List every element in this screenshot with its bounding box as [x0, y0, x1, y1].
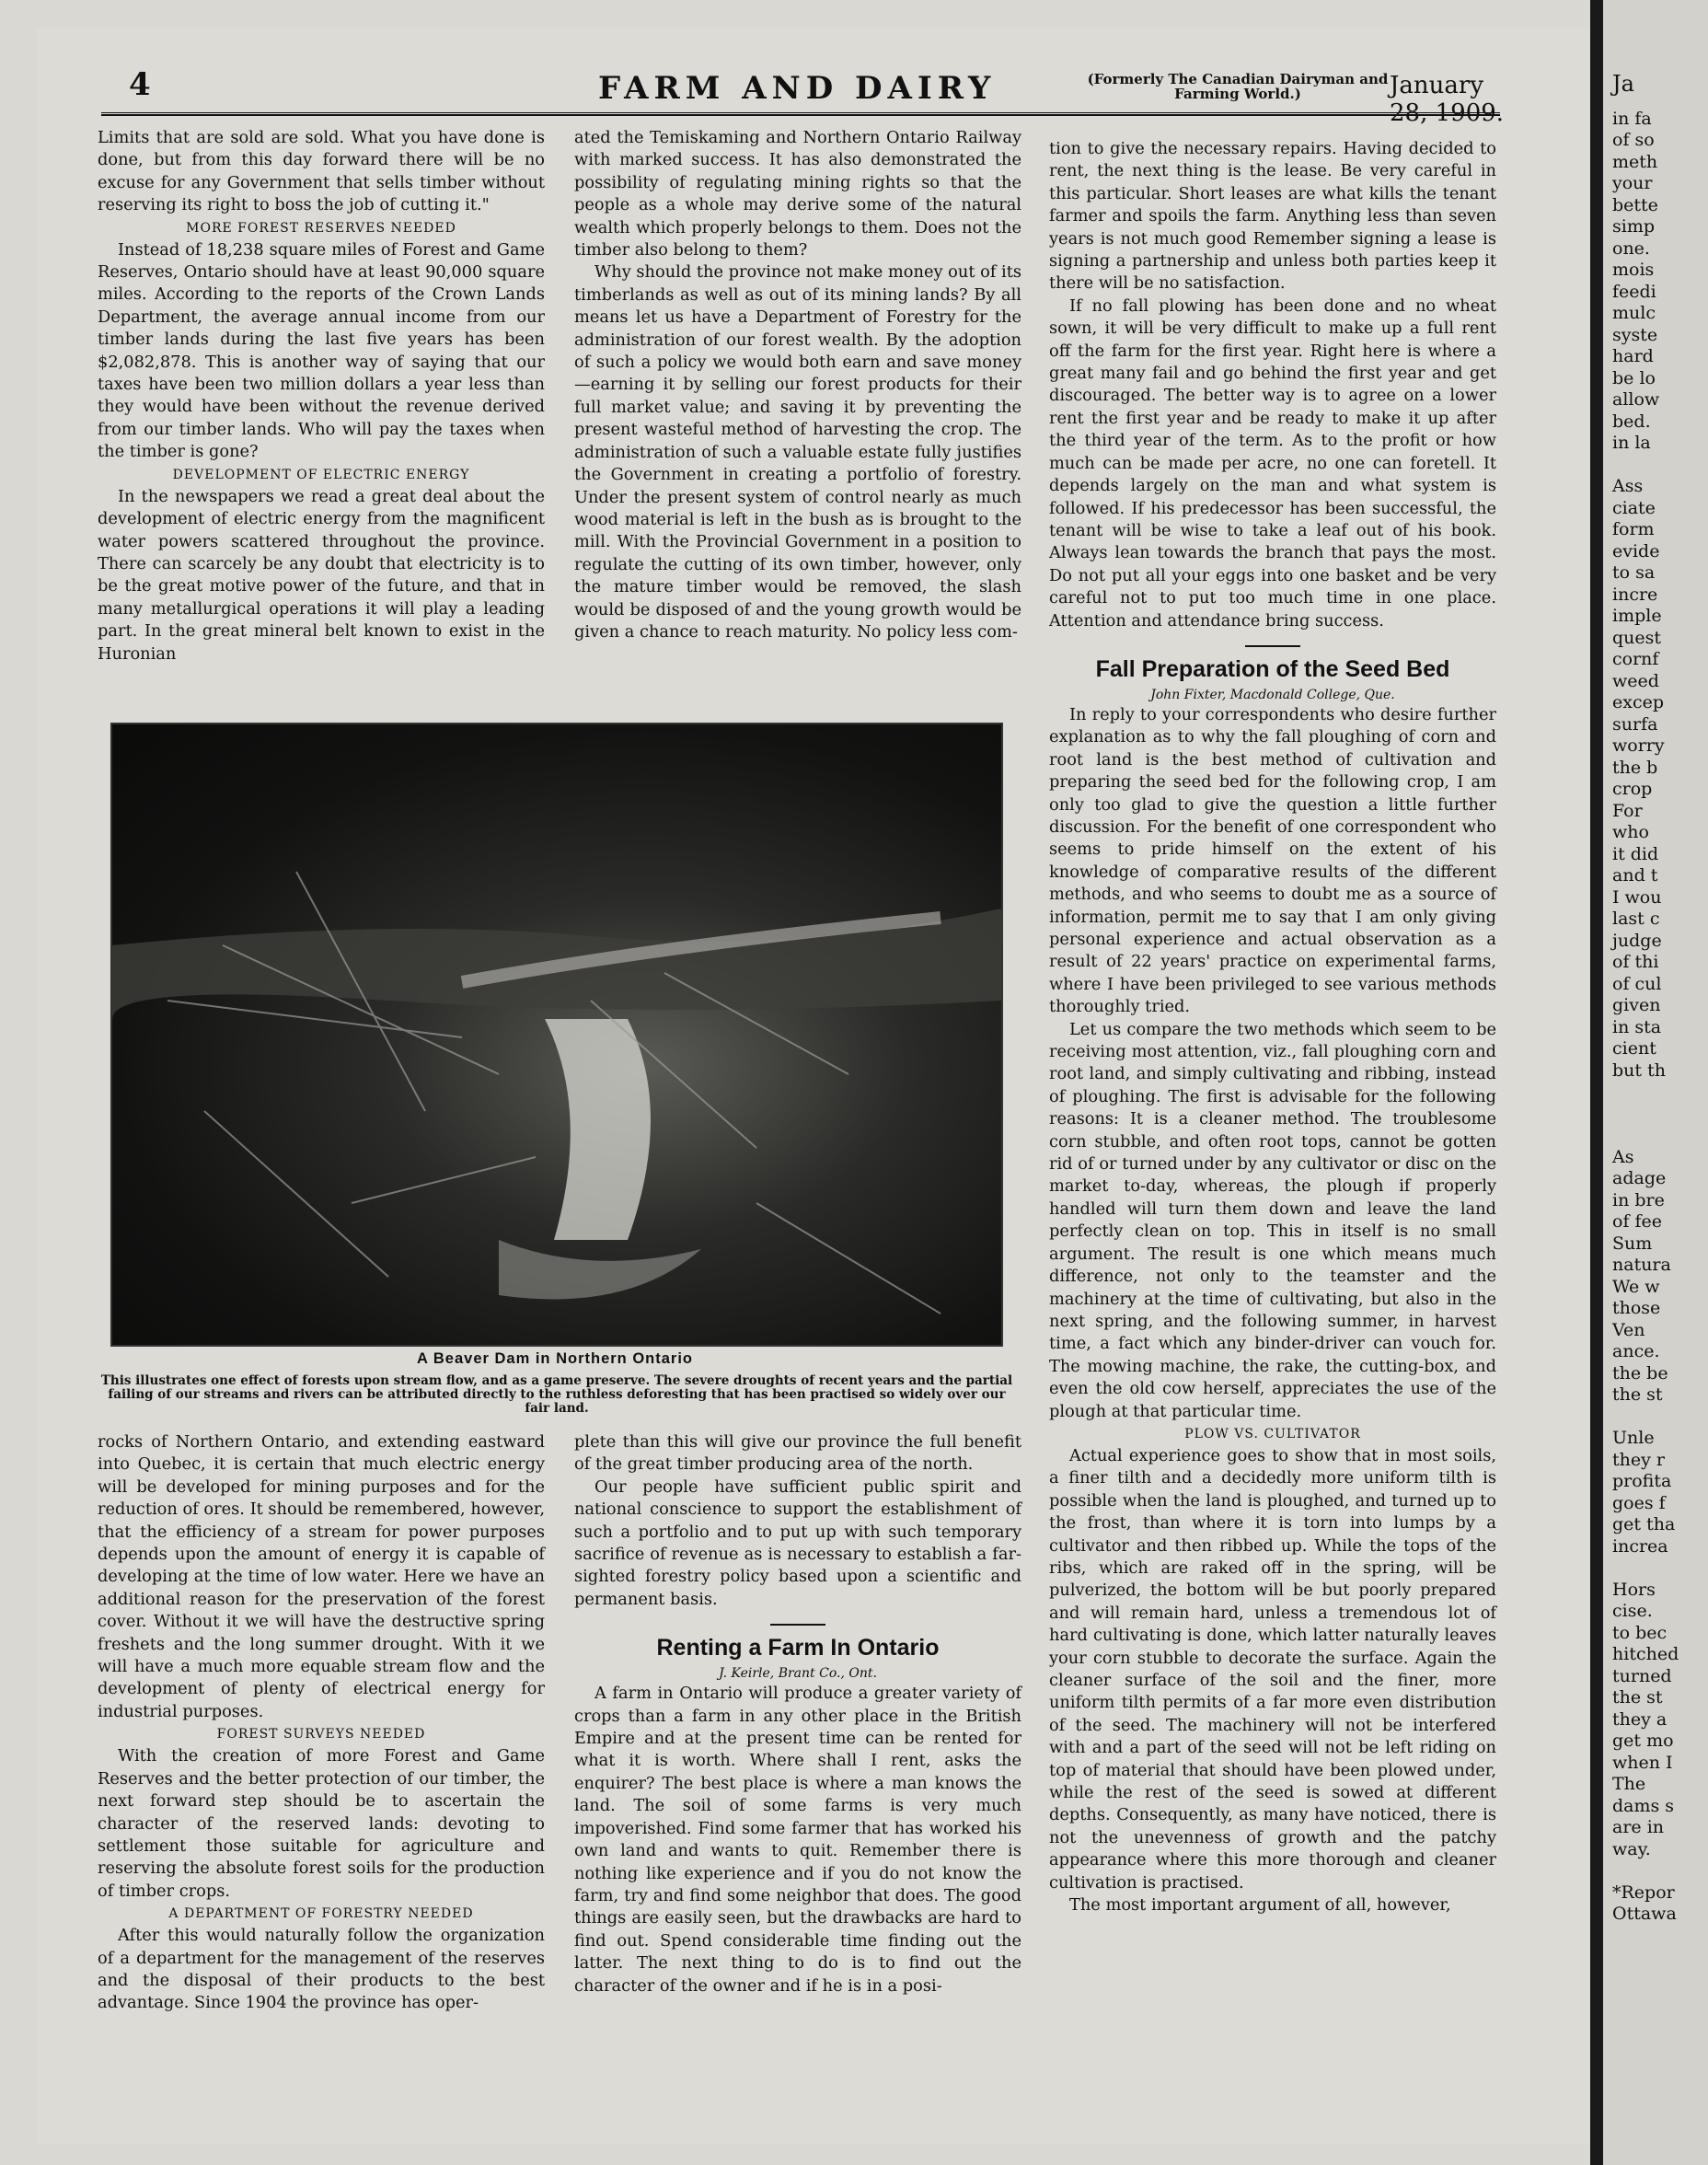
column-2-top — [574, 127, 1021, 643]
adjacent-line: those — [1612, 1298, 1661, 1318]
photo-caption-title: A Beaver Dam in Northern Ontario — [416, 1350, 694, 1367]
beaver-dam-photo — [110, 723, 1003, 1347]
adjacent-line: mulc — [1612, 303, 1656, 323]
adjacent-line: in fa — [1612, 108, 1652, 129]
adjacent-line: adage — [1612, 1168, 1667, 1188]
section-heading: A DEPARTMENT OF FORESTRY NEEDED — [168, 1906, 474, 1922]
adjacent-line: cornf — [1612, 649, 1659, 669]
adjacent-line: of fee — [1612, 1211, 1663, 1232]
column-2-bottom — [574, 1431, 1021, 1997]
adjacent-line: We w — [1612, 1276, 1660, 1297]
adjacent-line: mois — [1612, 260, 1655, 280]
adjacent-line: ance. — [1612, 1341, 1660, 1361]
adjacent-line: of so — [1612, 130, 1655, 150]
adjacent-line: they a — [1612, 1708, 1668, 1730]
adjacent-line: surfa — [1612, 713, 1658, 735]
adjacent-line: of cul — [1612, 973, 1662, 994]
adjacent-line: Sum — [1612, 1233, 1653, 1254]
adjacent-line: one. — [1612, 237, 1650, 259]
paragraph: plete than this will give our province the full benefit of the great timber producing area of the north. — [574, 1432, 1021, 1475]
adjacent-line: in sta — [1612, 1016, 1662, 1037]
adjacent-line: I wou — [1612, 886, 1662, 908]
adjacent-line: your — [1612, 173, 1653, 193]
adjacent-line: worry — [1612, 735, 1665, 756]
photo-caption-text: This illustrates one effect of forests upon stream flow, and as a game preserve. The severe droughts of recent years and the partial failing of our streams and rivers can be attributed directly to the ruthless deforesting that has been practised so widely over our fair land. — [100, 1373, 1013, 1416]
adjacent-line — [1603, 1082, 1708, 1104]
article-byline: John Fixter, Macdonald College, Que. — [1150, 687, 1395, 702]
paragraph: rocks of Northern Ontario, and extending eastward into Quebec, it is certain that much electric energy will be developed for mining purposes and for the reduction of ores. It should be remembered, however, that the efficiency of a stream for power purposes depends upon the amount of energy it is capable of developing at the time of low water. Here we have an additional reason for the preservation of the forest cover. Without it we will have the destructive spring freshets and the long summer drought. With it we will have a much more equable stream flow and the development of plenty of electrical energy for industrial purposes. — [98, 1432, 545, 1721]
adjacent-line: of thi — [1612, 952, 1659, 972]
adjacent-line: Ass — [1612, 476, 1644, 496]
adjacent-line: excep — [1612, 692, 1665, 712]
adjacent-line: Ven — [1612, 1319, 1645, 1340]
adjacent-line: last c — [1612, 909, 1660, 929]
section-heading: FOREST SURVEYS NEEDED — [216, 1727, 426, 1742]
paragraph: Let us compare the two methods which seem to be receiving most attention, viz., fall ploughing corn and root land, and simply cultivating and ribbing, instead of ploughing. The first is advisable for the following reasons: It is a cleaner method. The troublesome corn stubble, and often root tops, cannot be gotten rid of or turned under by any cultivator or disc on the market to-day, whereas, the plough if properly handled will turn them down and leave the land perfectly clean on top. This in itself is no small argument. The result is one which means much difference, not only to the teamster and the machinery at the time of cultivating, but also in the next spring, and the following summer, in harvest time, a fact which any binder-driver can vouch for. The mowing machine, the rake, the cutting-box, and even the old cow herself, appreciates the use of the plough at that particular time. — [1049, 1019, 1496, 1421]
paragraph: In the newspapers we read a great deal about the development of electric energy from the magnificent water powers scattered throughout the province. There can scarcely be any doubt that electricity is to be the great motive power of the future, and that in many metallurgical operations it will play a leading part. In the great mineral belt known to exist in the Huronian — [98, 486, 545, 664]
paragraph: In reply to your correspondents who desire further explanation as to why the fall ploughing of corn and root land is the best method of cultivation and preparing the seed bed for the following crop, I am only too glad to give the question a little further discussion. For the benefit of one correspondent who seems to pride himself on the extent of his knowledge of comparative results of the different methods, and who seems to doubt me as a source of information, permit me to say that I am only giving personal experience and actual observation as a result of 22 years' practice on experimental farms, where I have been privileged to see various methods thoroughly tried. — [1049, 704, 1496, 1017]
adjacent-line: Unle — [1612, 1428, 1655, 1448]
paragraph: Our people have sufficient public spirit and national conscience to support the establishment of such a portfolio and to put up with such temporary sacrifice of revenue as is necessary to establish a far-sighted forestry policy based upon a scientific and permanent basis. — [574, 1476, 1021, 1609]
adjacent-line: crop — [1612, 779, 1653, 799]
adjacent-line: quest — [1612, 627, 1662, 648]
issue-date: January 28, 1909. — [1390, 72, 1505, 127]
adjacent-line: natura — [1612, 1255, 1671, 1275]
section-heading: MORE FOREST RESERVES NEEDED — [186, 220, 456, 236]
adjacent-line: who — [1612, 822, 1649, 842]
paragraph: Instead of 18,238 square miles of Forest and Game Reserves, Ontario should have at least 90,000 square miles. According to the reports of the Crown Lands Department, the average annual income from our timber lands during the last five years has been $2,082,878. This is another way of saying that our taxes have been two million dollars a year less than they would have been without the revenue derived from our timber lands. Who will pay the taxes when the timber is gone? — [98, 239, 545, 462]
paragraph: If no fall plowing has been done and no wheat sown, it will be very difficult to make up a full rent off the farm for the first year. Right here is where a great many fail and go behind the first year and get discouraged. The better way is to agree on a lower rent the first year and be ready to make it up after the third year of the term. As to the profit or how much can be made per acre, no one can foretell. It depends largely on the man and what system is followed. If his predecessor has been successful, the tenant will be wise to take a leaf out of his book. Always lean towards the branch that pays the most. Do not put all your eggs into one basket and be very careful not to put too much time in one place. Attention and attendance bring success. — [1049, 295, 1496, 631]
adjacent-line — [1603, 1407, 1708, 1429]
section-heading: PLOW VS. CULTIVATOR — [1184, 1426, 1361, 1441]
adjacent-line: simp — [1612, 216, 1656, 237]
masthead-title: FARM AND DAIRY — [598, 70, 997, 107]
adjacent-text — [1603, 109, 1708, 1926]
page-header — [101, 66, 1509, 127]
adjacent-line: incre — [1612, 584, 1658, 605]
adjacent-line: but th — [1612, 1059, 1666, 1081]
paragraph: The most important argument of all, however, — [1069, 1895, 1451, 1916]
column-3 — [1049, 138, 1496, 1916]
adjacent-line: Hors — [1612, 1579, 1656, 1600]
adjacent-line: As — [1612, 1146, 1634, 1167]
adjacent-line: cient — [1612, 1038, 1656, 1059]
adjacent-page-fragment — [1603, 0, 1708, 2165]
adjacent-line: turned — [1612, 1665, 1672, 1686]
adjacent-line: it did — [1612, 843, 1659, 864]
adjacent-line: in bre — [1612, 1189, 1665, 1210]
adjacent-line: allow — [1612, 389, 1660, 410]
article-byline: J. Keirle, Brant Co., Ont. — [719, 1666, 877, 1682]
adjacent-line — [1603, 1860, 1708, 1882]
adjacent-line: For — [1612, 800, 1643, 821]
adjacent-line: evide — [1612, 540, 1660, 562]
adjacent-line: The — [1612, 1774, 1646, 1794]
paragraph: After this would naturally follow the organization of a department for the management of the reserves and the disposal of their products to the best advantage. Since 1904 the province has oper- — [98, 1926, 545, 2013]
adjacent-line: the b — [1612, 757, 1658, 778]
adjacent-line: are in — [1612, 1817, 1665, 1837]
adjacent-line: they r — [1612, 1449, 1665, 1470]
adjacent-line: *Repor — [1612, 1881, 1675, 1903]
section-divider — [1245, 645, 1300, 647]
header-rule — [101, 112, 1500, 116]
adjacent-line: goes f — [1612, 1492, 1666, 1513]
adjacent-line: get tha — [1612, 1514, 1676, 1534]
adjacent-line: Ottawa — [1612, 1904, 1677, 1924]
adjacent-line: form — [1612, 519, 1655, 539]
section-divider — [770, 1624, 825, 1626]
adjacent-line: meth — [1612, 151, 1658, 172]
article-title: Renting a Farm In Ontario — [656, 1635, 940, 1661]
adjacent-line: when I — [1612, 1752, 1673, 1773]
adjacent-line — [1603, 1557, 1708, 1580]
adjacent-line: the be — [1612, 1362, 1668, 1384]
section-heading: DEVELOPMENT OF ELECTRIC ENERGY — [172, 467, 470, 482]
adjacent-line: increa — [1612, 1535, 1668, 1557]
adjacent-line: the st — [1612, 1687, 1663, 1708]
adjacent-line: way. — [1612, 1838, 1651, 1859]
adjacent-header: Ja — [1612, 71, 1634, 97]
adjacent-line: judge — [1612, 930, 1662, 951]
adjacent-line: hard — [1612, 346, 1654, 366]
adjacent-line — [1603, 1104, 1708, 1126]
paragraph: ated the Temiskaming and Northern Ontario Railway with marked success. It has also demonstrated the possibility of regulating mining rights so that the people as a whole may derive some of the natural wealth which properly belongs to them. Does not the timber also belong to them? — [574, 128, 1021, 260]
masthead-subtitle: (Formerly The Canadian Dairyman and Farming World.) — [1087, 71, 1389, 102]
adjacent-line: syste — [1612, 324, 1658, 345]
column-1-top — [98, 127, 545, 666]
adjacent-line: ciate — [1612, 497, 1656, 518]
adjacent-line: in la — [1612, 433, 1651, 453]
adjacent-line: get mo — [1612, 1731, 1674, 1751]
column-1-bottom — [98, 1431, 545, 2015]
adjacent-line: the st — [1612, 1384, 1663, 1405]
adjacent-line: weed — [1612, 670, 1659, 691]
adjacent-line: profita — [1612, 1471, 1672, 1491]
adjacent-line: bette — [1612, 194, 1658, 215]
paragraph: Actual experience goes to show that in most soils, a finer tilth and a decidedly more uniform tilth is possible when the land is ploughed, and turned up to the frost, than where it is torn into lumps by a cultivator and then ribbed up. While the tops of the ribs, which are raked off in the spring, will be pulverized, the bottom will be but poorly prepared and will remain hard, unless a tremendous lot of hard cultivating is done, which latter naturally leaves your corn stubble to decorate the surface. Again the cleaner surface of the soil and the finer, more uniform tilth permits of a far more even distribution of the seed. The machinery will not be interfered with and a part of the seed will not be left riding on top of material that should have been plowed under, while the rest of the seed is sowed at different depths. Consequently, as many have noticed, there is not the unevenness of growth and the patchy appearance where this more thorough and cleaner cultivation is practised. — [1049, 1445, 1496, 1893]
adjacent-line: given — [1612, 995, 1661, 1015]
paragraph: Why should the province not make money out of its timberlands as well as out of its mining lands? By all means let us have a Department of Forestry for the administration of our forest wealth. By the adoption of such a policy we would both earn and save money—earning it by selling our forest products for their full market value; and saving it by preventing the present wasteful method of harvesting the crop. The administration of such a valuable estate fully justifies the Government in creating a portfolio of forestry. Under the present system of control nearly as much wood material is left in the bush as is brought to the mill. With the Provincial Government in a position to regulate the cutting of its own timber, however, only the mature timber would be removed, the slash would be disposed of and the young growth would be given a chance to reach maturity. No policy less com- — [574, 262, 1022, 642]
paragraph: tion to give the necessary repairs. Having decided to rent, the next thing is the lease. Be very careful in this particular. Short leases are what kills the tenant farmer and spoils the farm. Anything less than seven years is not much good Remember signing a lease is signing a partnership and unless both parties keep it there will be no satisfaction. — [1049, 139, 1496, 294]
adjacent-line: and t — [1612, 865, 1658, 886]
adjacent-line: feedi — [1612, 281, 1656, 302]
adjacent-line: imple — [1612, 606, 1662, 626]
paragraph: A farm in Ontario will produce a greater variety of crops than a farm in any other place in the British Empire and at the present time can be rented for what it is worth. Where shall I rent, asks the enquirer? The best place is where a man knows the land. The soil of some farms is very much impoverished. Find some farmer that has worked his own land and wants to quit. Remember there is nothing like experience and if you do not know the farm, try and find some neighbor that does. The good things are easily seen, but the drawbacks are hard to find out. Spend considerable time finding out the latter. The next thing to do is to find out the character of the owner and if he is in a posi- — [574, 1684, 1021, 1996]
adjacent-line: to sa — [1612, 562, 1656, 583]
page-number: 4 — [129, 66, 151, 103]
article-title: Fall Preparation of the Seed Bed — [1095, 655, 1450, 682]
adjacent-line: be lo — [1612, 367, 1656, 388]
adjacent-line: bed. — [1612, 411, 1651, 432]
adjacent-line: hitched — [1612, 1644, 1679, 1664]
paragraph: With the creation of more Forest and Game Reserves and the better protection of our timber, the next forward step should be to ascertain the character of the reserved lands: devoting to settlement those suitable for agriculture and reserving the absolute forest soils for the production of timber crops. — [98, 1746, 545, 1901]
adjacent-line: cise. — [1612, 1601, 1653, 1621]
page-gutter — [1590, 0, 1603, 2165]
paragraph: Limits that are sold are sold. What you have done is done, but from this day forward there will be no excuse for any Government that sells timber without reserving its right to boss the job of cutting it." — [98, 128, 545, 215]
adjacent-line: to bec — [1612, 1622, 1668, 1643]
adjacent-line: dams s — [1612, 1795, 1675, 1816]
adjacent-line — [1603, 455, 1708, 477]
adjacent-line — [1603, 1125, 1708, 1147]
